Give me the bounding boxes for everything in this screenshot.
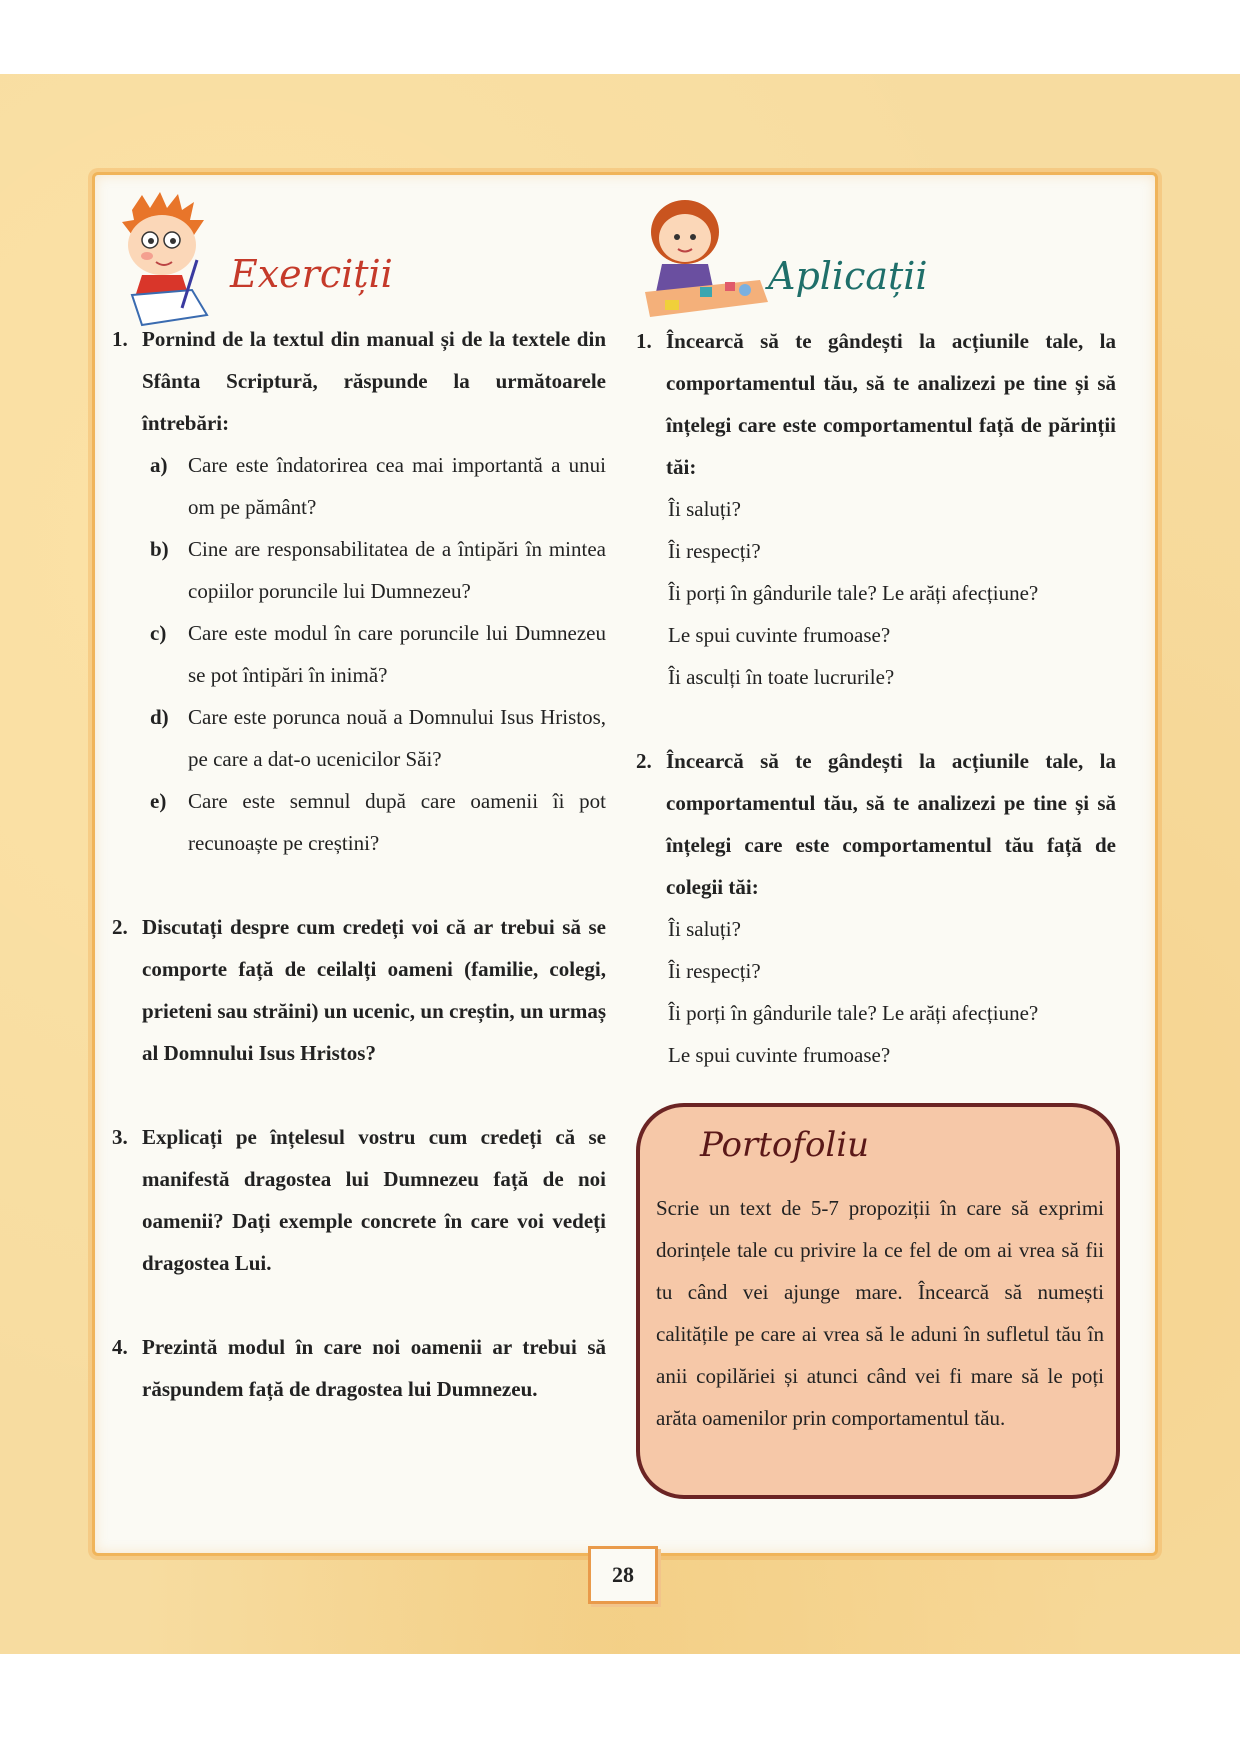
- portofoliu-box: [636, 1103, 1120, 1499]
- sub-label: a): [150, 453, 168, 477]
- exercise-1: [112, 318, 606, 444]
- aplicatii-column: [636, 320, 1116, 1076]
- application-number: 1.: [636, 329, 652, 353]
- question-line: Îi respecți?: [668, 539, 761, 563]
- exercise-text: Explicați pe înțelesul vostru cum credeți că se manifestă dragostea lui Dumnezeu față de noi oamenii? Dați exemple concrete în care voi vedeți dragostea Lui.: [142, 1125, 606, 1275]
- application-number: 2.: [636, 749, 652, 773]
- exercise-text: Pornind de la textul din manual și de la textele din Sfânta Scriptură, răspunde la următoarele întrebări:: [142, 327, 606, 435]
- sub-question-b: [150, 528, 606, 612]
- exercitii-column: [112, 318, 606, 1410]
- portofoliu-heading: Portofoliu: [700, 1125, 870, 1165]
- exercise-text: Discutați despre cum credeți voi că ar trebui să se comporte față de ceilalți oameni (familie, colegi, prieteni sau străini) un ucenic, un creștin, un urmaș al Domnului Isus Hristos?: [142, 915, 606, 1065]
- exercise-4: [112, 1326, 606, 1410]
- sub-text: Cine are responsabilitatea de a întipări în mintea copiilor poruncile lui Dumnezeu?: [188, 537, 606, 603]
- boy-writing-illustration: [112, 190, 222, 330]
- exercise-number: 4.: [112, 1335, 128, 1359]
- application-text: Încearcă să te gândești la acțiunile tale, la comportamentul tău, să te analizezi pe tine și să înțelegi care este comportamentul tău față de colegii tăi:: [666, 749, 1116, 899]
- application-text: Încearcă să te gândești la acțiunile tale, la comportamentul tău, să te analizezi pe tine și să înțelegi care este comportamentul față de părinții tăi:: [666, 329, 1116, 479]
- exercise-number: 2.: [112, 915, 128, 939]
- question-line: Îi porți în gândurile tale? Le arăți afecțiune?: [668, 1001, 1039, 1025]
- sub-label: c): [150, 621, 167, 645]
- application-1: [636, 320, 1116, 488]
- sub-question-a: [150, 444, 606, 528]
- exercise-number: 3.: [112, 1125, 128, 1149]
- question-line: Îi respecți?: [668, 959, 761, 983]
- exercitii-heading: Exerciții: [230, 252, 393, 296]
- sub-question-d: [150, 696, 606, 780]
- portofoliu-text: Scrie un text de 5-7 propoziții în care să exprimi dorințele tale cu privire la ce fel de om ai vrea să fii tu când vei ajunge mare. Încearcă să numești calitățile pe care ai vrea să le aduni în sufletul tău în anii copilăriei și atunci când vei fi mare să le poți arăta oamenilor prin comportamentul tău.: [656, 1196, 1104, 1430]
- sub-text: Care este îndatorirea cea mai importantă a unui om pe pământ?: [188, 453, 606, 519]
- question-line: Îi asculți în toate lucrurile?: [668, 665, 895, 689]
- question-line: Le spui cuvinte frumoase?: [668, 1043, 891, 1067]
- question-line: Îi saluți?: [668, 917, 741, 941]
- exercise-3: [112, 1116, 606, 1284]
- page-number: 28: [588, 1546, 658, 1604]
- sub-label: b): [150, 537, 169, 561]
- application-2: [636, 740, 1116, 908]
- exercise-2: [112, 906, 606, 1074]
- sub-text: Care este semnul după care oamenii îi pot recunoaște pe creștini?: [188, 789, 606, 855]
- sub-label: e): [150, 789, 167, 813]
- question-line: Îi saluți?: [668, 497, 741, 521]
- exercise-text: Prezintă modul în care noi oamenii ar trebui să răspundem față de dragostea lui Dumnezeu.: [142, 1335, 606, 1401]
- sub-question-c: [150, 612, 606, 696]
- exercise-number: 1.: [112, 327, 128, 351]
- sub-question-e: [150, 780, 606, 864]
- girl-crafting-illustration: [640, 192, 770, 322]
- sub-text: Care este porunca nouă a Domnului Isus Hristos, pe care a dat-o ucenicilor Săi?: [188, 705, 606, 771]
- question-line: Le spui cuvinte frumoase?: [668, 623, 891, 647]
- sub-label: d): [150, 705, 169, 729]
- question-line: Îi porți în gândurile tale? Le arăți afecțiune?: [668, 581, 1039, 605]
- sub-text: Care este modul în care poruncile lui Dumnezeu se pot întipări în inimă?: [188, 621, 606, 687]
- aplicatii-heading: Aplicații: [768, 254, 928, 298]
